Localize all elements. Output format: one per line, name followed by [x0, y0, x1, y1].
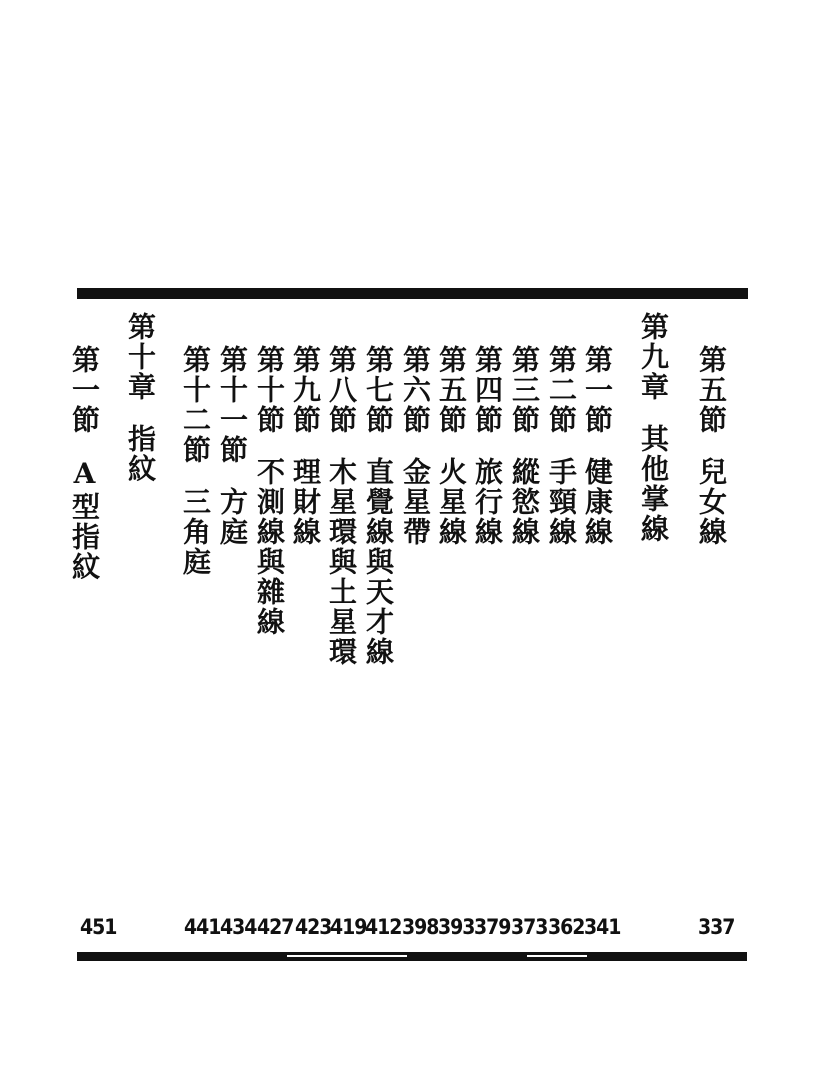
toc-entry — [251, 345, 287, 637]
section-title: 直覺線與天才線 — [362, 457, 395, 667]
toc-entry — [543, 345, 579, 547]
section-number: 第五節 — [435, 345, 468, 435]
section-number: 第六節 — [399, 345, 432, 435]
section-number: 第八節 — [325, 345, 358, 435]
toc-chapter — [122, 312, 158, 484]
section-number: 第二節 — [545, 345, 578, 435]
section-title: 金星帶 — [399, 457, 432, 547]
section-title: 三角庭 — [179, 487, 212, 577]
section-number: 第五節 — [695, 345, 728, 435]
toc-entry — [177, 345, 213, 577]
page-number: 373 — [511, 915, 548, 939]
section-number: 第七節 — [362, 345, 395, 435]
bottom-rule — [77, 952, 747, 961]
page-number: 398 — [402, 915, 439, 939]
page-number: 441 — [184, 915, 221, 939]
page-number: 341 — [584, 915, 621, 939]
section-number: 第十二節 — [179, 345, 212, 465]
section-number: 第十一節 — [216, 345, 249, 465]
toc-entry — [214, 345, 250, 547]
chapter-number: 第十章 — [124, 312, 157, 402]
toc-entry — [433, 345, 469, 547]
chapter-title: 其他掌線 — [637, 424, 670, 544]
page-number: 419 — [330, 915, 367, 939]
toc-entry — [397, 345, 433, 547]
page-number: 337 — [698, 915, 735, 939]
page-number: 423 — [295, 915, 332, 939]
section-title: A型指紋 — [68, 457, 101, 582]
chapter-number: 第九章 — [637, 312, 670, 402]
section-number: 第十節 — [253, 345, 286, 435]
section-title: 不測線與雜線 — [253, 457, 286, 637]
chapter-title: 指紋 — [124, 424, 157, 484]
section-title: 旅行線 — [471, 457, 504, 547]
page-number: 362 — [548, 915, 585, 939]
toc-entry — [360, 345, 396, 667]
section-number: 第一節 — [581, 345, 614, 435]
toc-entry — [469, 345, 505, 547]
section-title: 健康線 — [581, 457, 614, 547]
section-number: 第九節 — [289, 345, 322, 435]
section-title: 木星環與土星環 — [325, 457, 358, 667]
section-title: 縱慾線 — [508, 457, 541, 547]
section-title: 方庭 — [216, 487, 249, 547]
page-number: 451 — [80, 915, 117, 939]
section-number: 第一節 — [68, 345, 101, 435]
top-rule — [77, 288, 748, 299]
page-number: 379 — [474, 915, 511, 939]
page-number: 434 — [220, 915, 257, 939]
toc-entry — [323, 345, 359, 667]
page-number: 393 — [438, 915, 475, 939]
toc-entry — [506, 345, 542, 547]
toc-entry — [693, 345, 729, 547]
toc-entry — [579, 345, 615, 547]
section-title: 手頸線 — [545, 457, 578, 547]
page-number: 427 — [257, 915, 294, 939]
toc-entry — [287, 345, 323, 547]
section-title: 理財線 — [289, 457, 322, 547]
section-title: 火星線 — [435, 457, 468, 547]
page-number: 412 — [365, 915, 402, 939]
toc-chapter — [635, 312, 671, 544]
toc-entry — [66, 345, 102, 582]
section-number: 第三節 — [508, 345, 541, 435]
section-title: 兒女線 — [695, 457, 728, 547]
section-number: 第四節 — [471, 345, 504, 435]
